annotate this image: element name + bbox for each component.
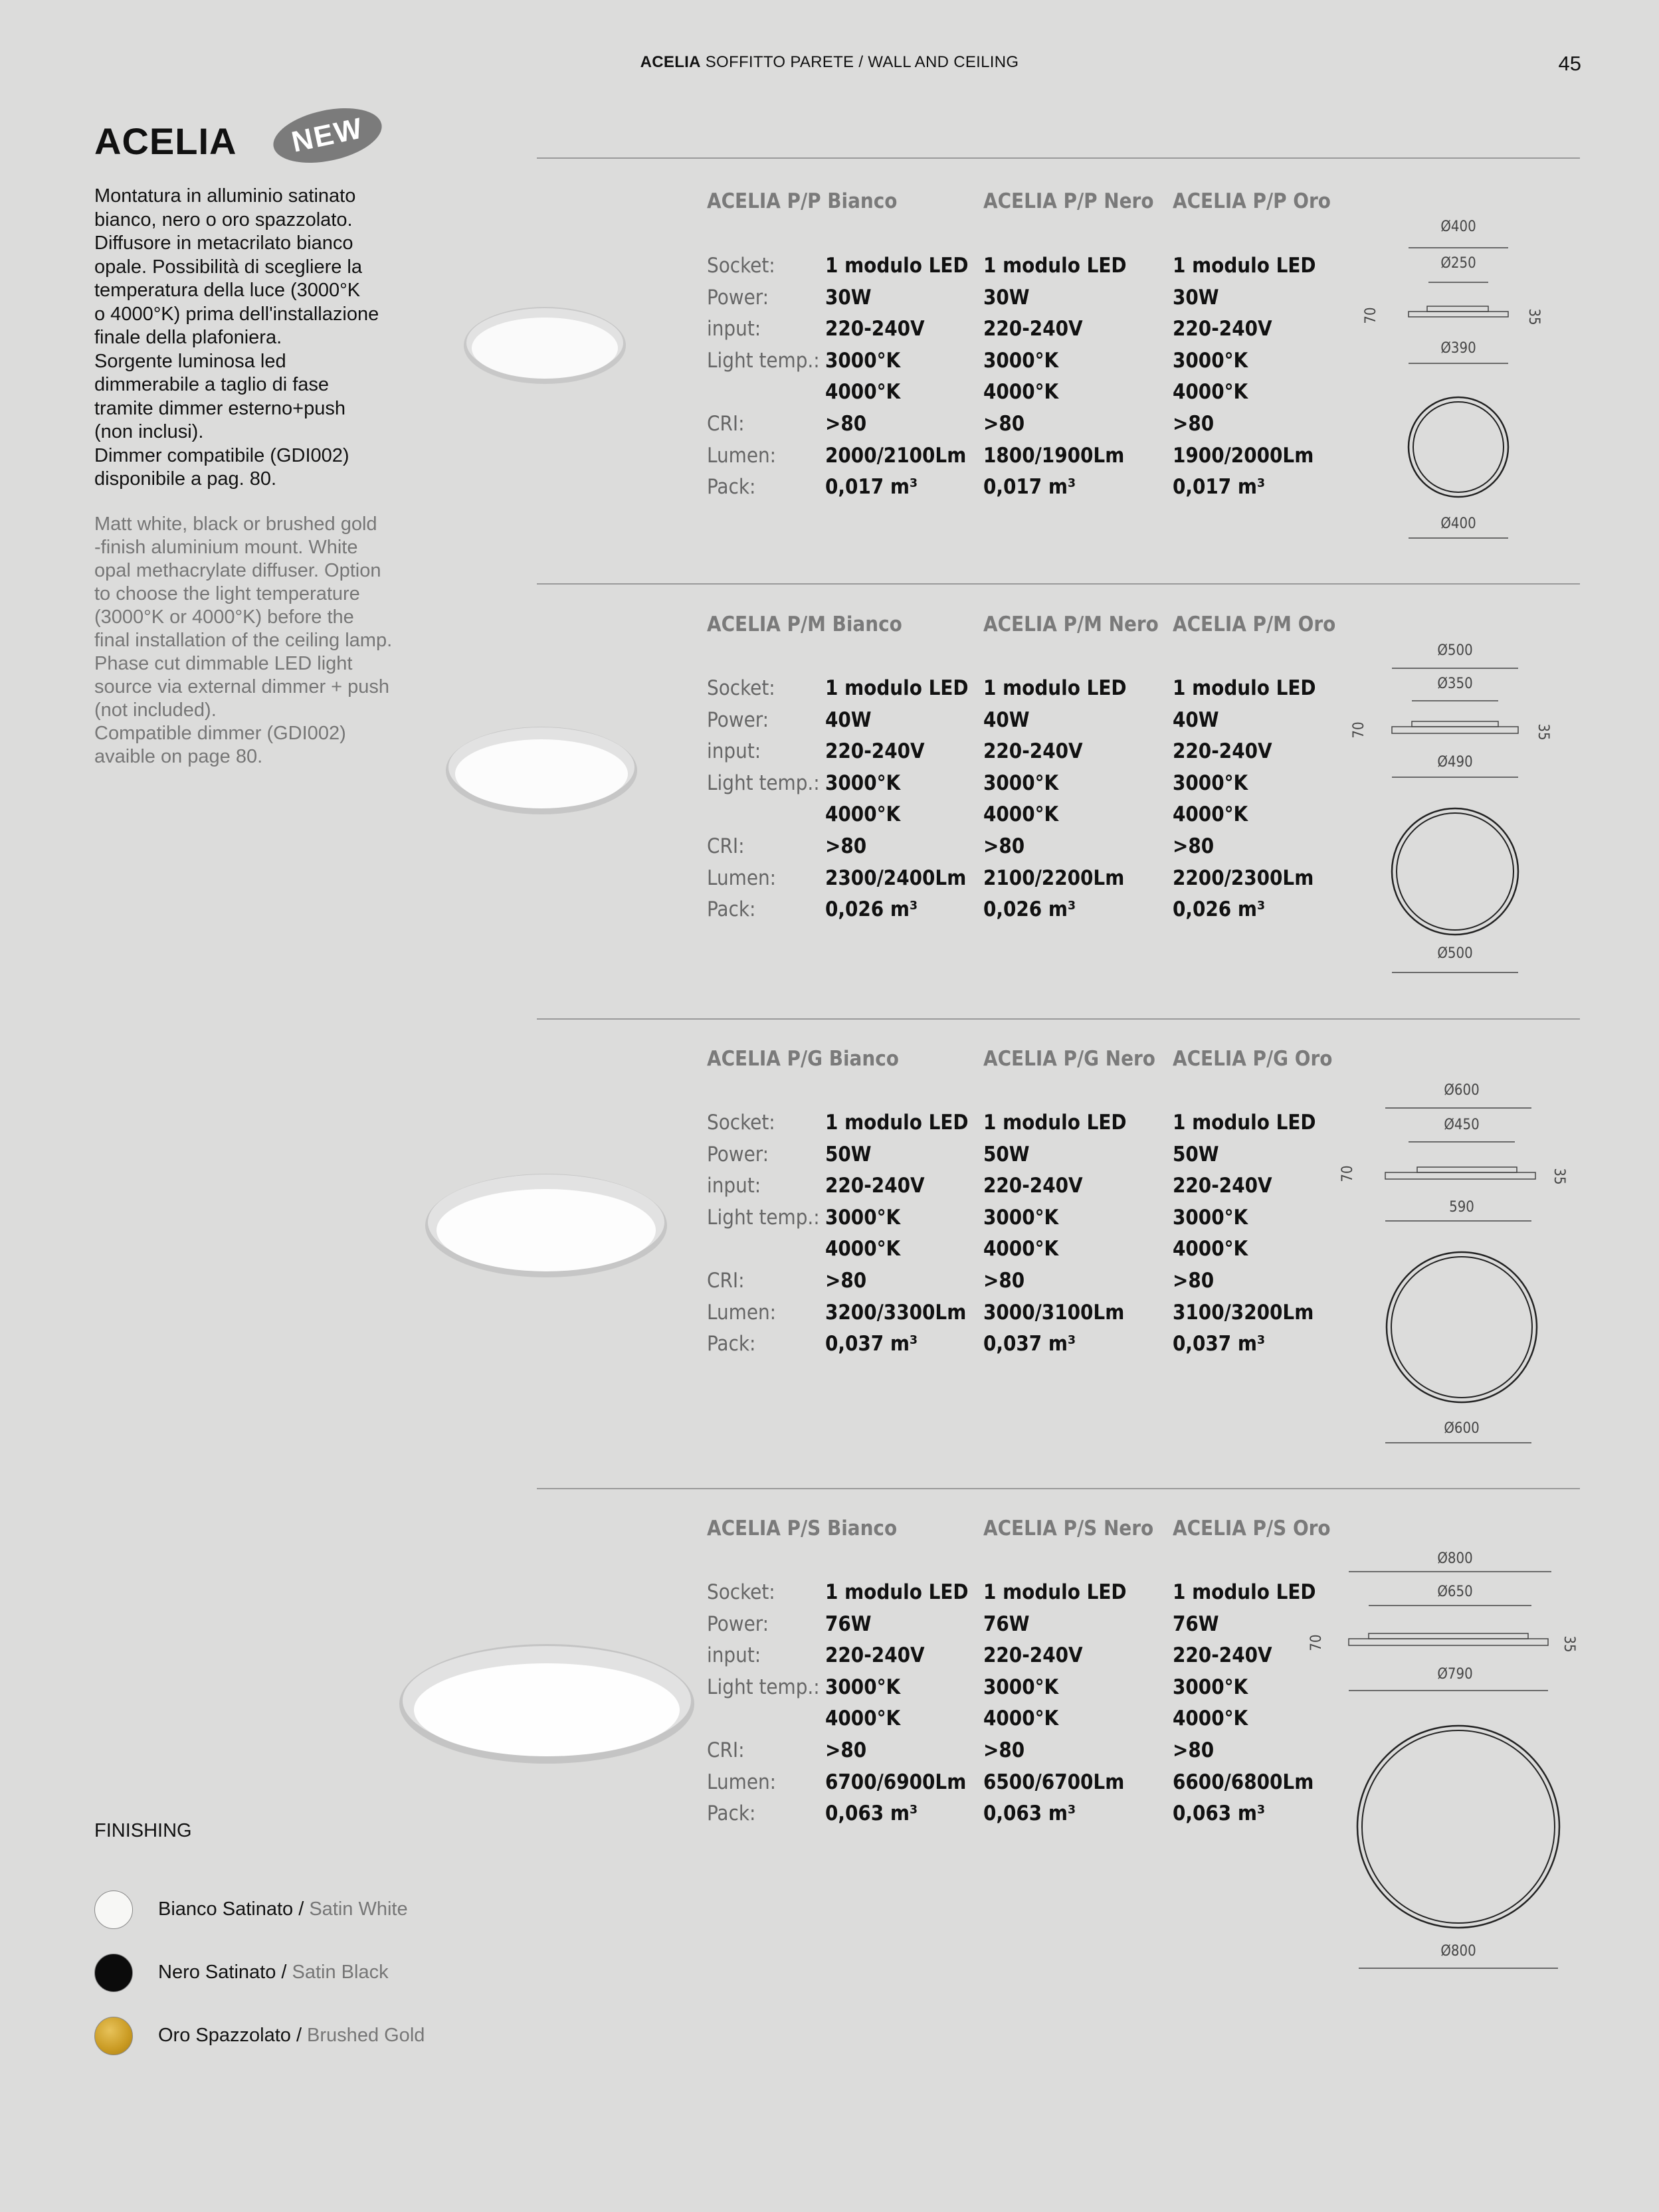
dim-depth: 35 [1551, 1168, 1567, 1185]
section-divider [537, 1018, 1580, 1020]
running-header [0, 53, 1659, 72]
lamp-image-xlarge [397, 1641, 696, 1767]
spec-value: 3000°K [825, 1206, 901, 1230]
dim-depth: 35 [1525, 308, 1542, 325]
spec-value: >80 [825, 834, 867, 858]
spec-value: 50W [1173, 1143, 1219, 1166]
dim-base: Ø390 [1440, 340, 1476, 357]
spec-value: 1 modulo LED [1173, 1111, 1316, 1135]
section-divider [537, 157, 1580, 159]
dim-plan: Ø500 [1437, 945, 1473, 962]
spec-value: 40W [825, 708, 872, 732]
spec-label-lumen: Lumen: [707, 1770, 777, 1794]
spec-value: 0,026 m³ [825, 897, 918, 921]
spec-label-cri: CRI: [707, 1269, 745, 1293]
dimension-drawing-large [1332, 1079, 1585, 1448]
spec-label-lumen: Lumen: [707, 866, 777, 890]
spec-value: >80 [983, 412, 1025, 436]
spec-value: 3000/3100Lm [983, 1301, 1125, 1325]
finish-it: Bianco Satinato / [158, 1898, 304, 1920]
dim-depth: 35 [1535, 723, 1551, 741]
spec-label-light-temp: Light temp.: [707, 349, 820, 373]
spec-value: 30W [983, 286, 1030, 310]
spec-value: 50W [825, 1143, 872, 1166]
spec-value: 4000°K [983, 380, 1059, 404]
spec-value: >80 [1173, 1738, 1215, 1762]
finish-en: Brushed Gold [302, 2025, 425, 2046]
section-divider [537, 583, 1580, 585]
spec-label-lumen: Lumen: [707, 1301, 777, 1325]
spec-value: 220-240V [1173, 739, 1272, 763]
spec-value: 0,017 m³ [983, 475, 1076, 499]
dimension-drawing-small [1355, 216, 1575, 548]
spec-value: 3000°K [983, 349, 1059, 373]
dim-outer: Ø800 [1437, 1550, 1473, 1567]
spec-value: 1 modulo LED [825, 1580, 969, 1604]
dim-outer: Ø400 [1440, 219, 1476, 235]
spec-value: 0,063 m³ [983, 1801, 1076, 1825]
spec-value: 3000°K [1173, 771, 1248, 795]
spec-value: 4000°K [825, 802, 901, 826]
model-name: ACELIA P/G Oro [1173, 1047, 1333, 1071]
description-english: Matt white, black or brushed gold -finish aluminium mount. White opal methacrylate diffuser. Option to choose the light temperature (3000°K or 4000°K) before the final installation of the ceiling lamp. Phase cut dimmable LED light source via external dimmer + push (not included). Compatible dimmer (GDI002) avaible on page 80. [94, 513, 393, 767]
spec-label-lumen: Lumen: [707, 444, 777, 468]
spec-value: 1800/1900Lm [983, 444, 1125, 468]
spec-value: 3000°K [1173, 1675, 1248, 1699]
spec-value: 4000°K [983, 802, 1059, 826]
spec-label-input: input: [707, 1174, 761, 1198]
dim-inner: Ø650 [1437, 1584, 1473, 1600]
spec-value: 1 modulo LED [825, 1111, 969, 1135]
spec-label-socket: Socket: [707, 1111, 775, 1135]
spec-value: 2200/2300Lm [1173, 866, 1314, 890]
spec-value: 40W [983, 708, 1030, 732]
spec-value: 0,017 m³ [825, 475, 918, 499]
model-name: ACELIA P/S Oro [1173, 1517, 1331, 1540]
finish-en: Satin White [304, 1898, 408, 1920]
spec-value: 2000/2100Lm [825, 444, 967, 468]
spec-value: 220-240V [983, 1643, 1083, 1667]
spec-value: >80 [1173, 1269, 1215, 1293]
spec-label-pack: Pack: [707, 1801, 756, 1825]
spec-value: 0,026 m³ [983, 897, 1076, 921]
spec-value: 4000°K [825, 1237, 901, 1261]
swatch-brushed-gold [94, 2017, 133, 2055]
dim-depth: 35 [1561, 1635, 1577, 1653]
spec-label-cri: CRI: [707, 412, 745, 436]
spec-label-socket: Socket: [707, 1580, 775, 1604]
spec-value: 0,037 m³ [825, 1332, 918, 1356]
spec-label-input: input: [707, 739, 761, 763]
spec-value: 1 modulo LED [983, 676, 1127, 700]
spec-value: 0,017 m³ [1173, 475, 1266, 499]
swatch-satin-black [94, 1954, 133, 1992]
spec-value: 4000°K [1173, 1237, 1248, 1261]
spec-value: >80 [825, 1269, 867, 1293]
spec-label-pack: Pack: [707, 475, 756, 499]
dim-plan: Ø600 [1444, 1420, 1480, 1437]
spec-value: 30W [1173, 286, 1219, 310]
dimension-drawing-xlarge [1306, 1544, 1585, 1973]
dim-outer: Ø500 [1437, 642, 1473, 659]
dim-base: Ø490 [1437, 754, 1473, 771]
spec-label-pack: Pack: [707, 897, 756, 921]
spec-label-power: Power: [707, 708, 769, 732]
spec-value: 4000°K [825, 380, 901, 404]
dim-height: 70 [1363, 307, 1379, 324]
header-brand: ACELIA [640, 53, 701, 71]
dim-inner: Ø450 [1444, 1117, 1480, 1133]
model-name: ACELIA P/G Bianco [707, 1047, 899, 1071]
spec-value: 0,063 m³ [825, 1801, 918, 1825]
spec-value: 4000°K [825, 1706, 901, 1730]
spec-value: 4000°K [1173, 1706, 1248, 1730]
spec-value: >80 [1173, 412, 1215, 436]
spec-value: 2100/2200Lm [983, 866, 1125, 890]
spec-value: >80 [1173, 834, 1215, 858]
spec-value: 4000°K [983, 1706, 1059, 1730]
spec-value: 220-240V [983, 1174, 1083, 1198]
spec-label-cri: CRI: [707, 1738, 745, 1762]
spec-label-power: Power: [707, 286, 769, 310]
finish-en: Satin Black [286, 1962, 389, 1983]
model-name: ACELIA P/S Nero [983, 1517, 1154, 1540]
spec-value: 1900/2000Lm [1173, 444, 1314, 468]
spec-value: 1 modulo LED [983, 1111, 1127, 1135]
model-name: ACELIA P/M Oro [1173, 612, 1336, 636]
finish-label-white [158, 1898, 408, 1920]
header-subtitle: SOFFITTO PARETE / WALL AND CEILING [705, 53, 1019, 71]
spec-value: 0,026 m³ [1173, 897, 1266, 921]
spec-value: 0,037 m³ [983, 1332, 1076, 1356]
spec-value: 3000°K [983, 771, 1059, 795]
spec-value: 1 modulo LED [983, 254, 1127, 278]
finishing-title: FINISHING [94, 1820, 192, 1841]
dim-height: 70 [1339, 1165, 1356, 1182]
description-italian: Montatura in alluminio satinato bianco, nero o oro spazzolato. Diffusore in metacrilato bianco opale. Possibilità di scegliere la temperatura della luce (3000°K o 4000°K) prima dell'installazione finale della plafoniera. Sorgente luminosa led dimmerabile a taglio di fase tramite dimmer esterno+push (non inclusi). Dimmer compatibile (GDI002) disponibile a pag. 80. [94, 185, 379, 490]
model-name: ACELIA P/P Nero [983, 189, 1154, 213]
spec-value: 3000°K [825, 1675, 901, 1699]
dim-height: 70 [1308, 1634, 1325, 1651]
page-number: 45 [1558, 52, 1581, 75]
spec-value: 3100/3200Lm [1173, 1301, 1314, 1325]
section-divider [537, 1488, 1580, 1489]
dim-plan: Ø400 [1440, 515, 1476, 532]
spec-value: 4000°K [1173, 380, 1248, 404]
spec-value: >80 [825, 1738, 867, 1762]
spec-value: 3000°K [983, 1206, 1059, 1230]
spec-value: 4000°K [983, 1237, 1059, 1261]
spec-value: 220-240V [825, 1174, 925, 1198]
spec-label-pack: Pack: [707, 1332, 756, 1356]
spec-value: 76W [1173, 1612, 1219, 1636]
spec-label-light-temp: Light temp.: [707, 1675, 820, 1699]
lamp-image-small [458, 299, 631, 392]
dim-outer: Ø600 [1444, 1082, 1480, 1099]
spec-label-socket: Socket: [707, 254, 775, 278]
spec-value: 220-240V [1173, 1174, 1272, 1198]
model-name: ACELIA P/P Oro [1173, 189, 1331, 213]
spec-value: 3000°K [825, 349, 901, 373]
product-title: ACELIA [94, 120, 237, 162]
spec-label-power: Power: [707, 1143, 769, 1166]
dim-base: Ø790 [1437, 1666, 1473, 1683]
spec-value: 4000°K [1173, 802, 1248, 826]
model-name: ACELIA P/G Nero [983, 1047, 1155, 1071]
model-name: ACELIA P/M Nero [983, 612, 1159, 636]
finish-it: Oro Spazzolato / [158, 2025, 302, 2046]
spec-value: 220-240V [1173, 1643, 1272, 1667]
model-name: ACELIA P/M Bianco [707, 612, 902, 636]
spec-value: 1 modulo LED [983, 1580, 1127, 1604]
lamp-image-medium [442, 721, 641, 820]
spec-value: 220-240V [983, 317, 1083, 341]
spec-value: 0,063 m³ [1173, 1801, 1266, 1825]
spec-value: 220-240V [825, 317, 925, 341]
spec-value: 220-240V [983, 739, 1083, 763]
dim-inner: Ø250 [1440, 255, 1476, 272]
spec-value: 220-240V [825, 1643, 925, 1667]
spec-value: 1 modulo LED [825, 676, 969, 700]
finish-it: Nero Satinato / [158, 1962, 287, 1983]
spec-label-socket: Socket: [707, 676, 775, 700]
spec-value: 220-240V [1173, 317, 1272, 341]
spec-label-cri: CRI: [707, 834, 745, 858]
spec-label-power: Power: [707, 1612, 769, 1636]
spec-value: 76W [983, 1612, 1030, 1636]
spec-value: 3200/3300Lm [825, 1301, 967, 1325]
dim-height: 70 [1351, 721, 1367, 739]
spec-value: 3000°K [1173, 1206, 1248, 1230]
spec-value: 1 modulo LED [825, 254, 969, 278]
spec-value: 220-240V [825, 739, 925, 763]
spec-value: >80 [983, 1269, 1025, 1293]
spec-value: 2300/2400Lm [825, 866, 967, 890]
spec-label-input: input: [707, 317, 761, 341]
finish-label-gold [158, 2025, 425, 2047]
spec-label-light-temp: Light temp.: [707, 771, 820, 795]
spec-value: 6500/6700Lm [983, 1770, 1125, 1794]
spec-label-input: input: [707, 1643, 761, 1667]
spec-value: 30W [825, 286, 872, 310]
dim-inner: Ø350 [1437, 676, 1473, 692]
dim-base: 590 [1449, 1199, 1474, 1216]
spec-value: >80 [825, 412, 867, 436]
spec-value: 1 modulo LED [1173, 676, 1316, 700]
swatch-satin-white [94, 1890, 133, 1929]
spec-label-light-temp: Light temp.: [707, 1206, 820, 1230]
model-name: ACELIA P/P Bianco [707, 189, 898, 213]
model-name: ACELIA P/S Bianco [707, 1517, 898, 1540]
dim-plan: Ø800 [1440, 1943, 1476, 1960]
spec-value: 50W [983, 1143, 1030, 1166]
lamp-image-large [422, 1169, 671, 1282]
spec-value: 3000°K [983, 1675, 1059, 1699]
spec-value: 3000°K [1173, 349, 1248, 373]
spec-value: 1 modulo LED [1173, 254, 1316, 278]
spec-value: >80 [983, 1738, 1025, 1762]
spec-value: 6700/6900Lm [825, 1770, 967, 1794]
new-badge: NEW [268, 100, 387, 172]
spec-value: 76W [825, 1612, 872, 1636]
spec-value: 0,037 m³ [1173, 1332, 1266, 1356]
spec-value: 1 modulo LED [1173, 1580, 1316, 1604]
dimension-drawing-medium [1342, 639, 1561, 978]
spec-value: 6600/6800Lm [1173, 1770, 1314, 1794]
spec-value: 3000°K [825, 771, 901, 795]
finish-label-black [158, 1962, 389, 1983]
spec-value: >80 [983, 834, 1025, 858]
spec-value: 40W [1173, 708, 1219, 732]
